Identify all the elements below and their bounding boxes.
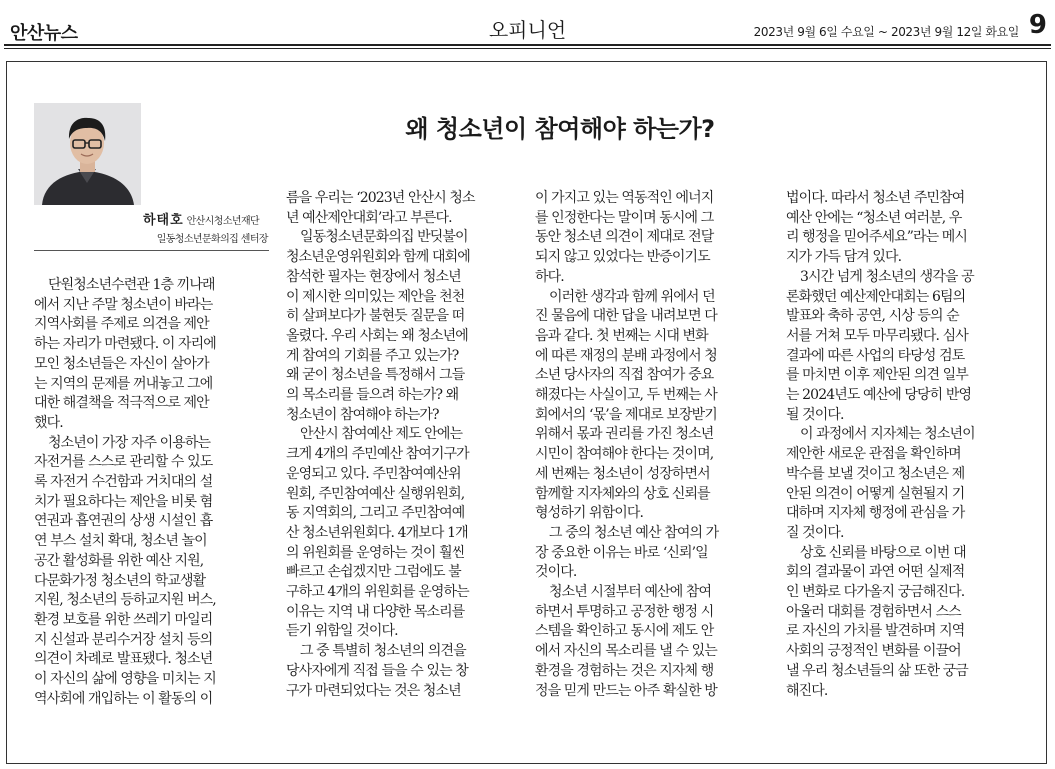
header-rule-thin (4, 48, 1051, 49)
article-line: 동안 청소년 의견이 제대로 전달 (535, 229, 714, 246)
article-line: 의 위원회를 운영하는 것이 훨씬 (286, 544, 465, 561)
article-line: 년 예산제안대회’라고 부른다. (286, 209, 452, 226)
article-line: 에 따른 재정의 분배 과정에서 청 (535, 347, 717, 364)
article-line: 인 변화로 다가올지 궁금해진다. (786, 584, 965, 601)
article-line: 로 자신의 가치를 발견하며 지역 (786, 623, 965, 640)
article-line: 다문화가정 청소년의 학교생활 (34, 572, 206, 589)
article-line: 소년 당사자의 직접 참여가 중요 (535, 367, 714, 384)
author-name: 하태호 (143, 213, 184, 228)
article-line: 빠르고 손쉽겠지만 그럼에도 불 (286, 564, 461, 581)
article-line: 아울러 대회를 경험하면서 스스 (786, 603, 961, 620)
article-line: 를 마치면 이후 제안된 의견 일부 (786, 367, 968, 384)
newspaper-brand[interactable]: 안산뉴스 (10, 23, 78, 44)
article-line: 정을 믿게 만드는 아주 확실한 방 (535, 682, 717, 699)
article-line: 올렸다. 우리 사회는 왜 청소년에 (286, 327, 468, 344)
author-photo (34, 103, 141, 205)
article-line: 위해서 몫과 권리를 가진 청소년 (535, 426, 714, 443)
article-line: 되지 않고 있었다는 반증이기도 (535, 249, 710, 266)
author-position: 일동청소년문화의집 센터장 (156, 234, 268, 245)
page-header (0, 0, 1055, 44)
article-line: 될 것이다. (786, 406, 844, 423)
article-line: 제안한 새로운 관점을 확인하며 (786, 446, 961, 463)
article-line: 이 가지고 있는 역동적인 에너지 (535, 190, 714, 206)
article-column-2 (286, 189, 512, 701)
article-line: 시민이 참여해야 한다는 것이며, (535, 446, 714, 463)
article-line: 안산시 참여예산 제도 안에는 (300, 426, 463, 443)
article-line: 는 2024년도 예산에 당당히 반영 (786, 387, 972, 404)
article-line: 예산 안에는 “청소년 여러분, 우 (786, 209, 962, 226)
article-line: 해진다. (786, 682, 828, 699)
article-line: 환경을 경험하는 것은 지자체 행 (535, 662, 714, 679)
article-line: 모인 청소년들은 자신이 살아가 (34, 355, 209, 372)
article-line: 서를 거쳐 모두 마무리됐다. 심사 (786, 327, 968, 344)
article-line: 법이다. 따라서 청소년 주민참여 (786, 190, 965, 206)
article-line: 낼 우리 청소년들의 삶 또한 궁금 (786, 662, 968, 679)
article-line: 게 참여의 기회를 주고 있는가? (286, 347, 459, 364)
article-line: 역사회에 개입하는 이 활동의 이 (34, 690, 213, 707)
article-line: 질 것이다. (786, 524, 844, 541)
article-line: 상호 신뢰를 바탕으로 이번 대 (800, 544, 966, 561)
article-line: 그 중 특별히 청소년의 의견을 (300, 643, 466, 660)
article-line: 진 물음에 대한 답을 내려보면 다 (535, 308, 717, 325)
article-line: 산 청소년위원회다. 4개보다 1개 (286, 524, 468, 541)
author-byline (143, 211, 268, 248)
byline-divider (34, 250, 269, 251)
issue-dates: 2023년 9월 6일 수요일 ~ 2023년 9월 12일 화요일 (753, 25, 1019, 39)
article-line: 를 인정한다는 말이며 동시에 그 (535, 209, 714, 226)
article-line: 지 신설과 분리수거장 설치 등의 (34, 631, 213, 648)
article-line: 청소년 시절부터 예산에 참여 (549, 584, 712, 601)
article-line: 장 중요한 이유는 바로 ‘신뢰’일 (535, 544, 708, 561)
article-line: 당사자에게 직접 들을 수 있는 창 (286, 662, 468, 679)
article-line: 에서 자신의 목소리를 낼 수 있는 (535, 643, 717, 660)
article-column-3 (535, 189, 761, 701)
article-headline: 왜 청소년이 참여해야 하는가? (405, 115, 715, 143)
article-line: 에서 지난 주말 청소년이 바라는 (34, 296, 213, 313)
article-line: 의견이 차례로 발표됐다. 청소년 (34, 651, 213, 668)
article-line: 음과 같다. 첫 번째는 시대 변화 (535, 327, 708, 344)
author-portrait-image (34, 103, 141, 205)
article-line: 했다. (34, 414, 63, 431)
article-line: 히 살펴보다가 불현듯 질문을 떠 (286, 308, 465, 325)
article-column-4 (786, 189, 1012, 701)
article-line: 대한 해결책을 적극적으로 제안 (34, 395, 209, 412)
article-line: 3시간 넘게 청소년의 생각을 공 (800, 268, 974, 285)
article-line: 세 번째는 청소년이 성장하면서 (535, 465, 710, 482)
article-line: 단원청소년수련관 1층 끼나래 (48, 277, 215, 293)
article-line: 크게 4개의 주민예산 참여기구가 (286, 446, 469, 463)
article-line: 연권과 흡연권의 상생 시설인 흡 (34, 513, 213, 530)
article-line: 해졌다는 사실이고, 두 번째는 사 (535, 387, 717, 404)
article-line: 듣기 위함일 것이다. (286, 623, 398, 640)
article-line: 하면서 투명하고 공정한 행정 시 (535, 603, 714, 620)
page-number: 9 (1028, 10, 1047, 40)
article-line: 청소년이 참여해야 하는가? (286, 406, 439, 423)
author-org: 안산시청소년재단 (186, 216, 260, 227)
article-line: 지원, 청소년의 등하교지원 버스, (34, 592, 216, 609)
article-line: 이 제시한 의미있는 제안을 천천 (286, 288, 465, 305)
article-line: 의 목소리를 들으려 하는가? 왜 (286, 387, 459, 404)
article-line: 환경 보호를 위한 쓰레기 마일리 (34, 611, 213, 628)
article-line: 리 행정을 믿어주세요”라는 메시 (786, 229, 968, 246)
article-line: 그 중의 청소년 예산 참여의 가 (549, 524, 719, 541)
article-line: 회에서의 ‘몫’을 제대로 보장받기 (535, 406, 717, 423)
article-line: 일동청소년문화의집 반딧불이 (300, 229, 468, 246)
article-line: 지가 가득 담겨 있다. (786, 249, 902, 266)
article-line: 구가 마련되었다는 것은 청소년 (286, 682, 461, 699)
article-line: 름을 우리는 ‘2023년 안산시 청소 (286, 190, 475, 206)
article-line: 대하며 지자체 행정에 관심을 가 (786, 505, 965, 522)
article-line: 박수를 보낼 것이고 청소년은 제 (786, 465, 965, 482)
article-line: 결과에 따른 사업의 타당성 검토 (786, 347, 965, 364)
section-title: 오피니언 (488, 18, 567, 42)
article-line: 안된 의견이 어떻게 실현될지 기 (786, 485, 965, 502)
article-line: 는 지역의 문제를 꺼내놓고 그에 (34, 375, 213, 392)
article-line: 이 자신의 삶에 영향을 미치는 지 (34, 671, 216, 688)
header-rule (4, 44, 1051, 46)
article-line: 스템을 확인하고 동시에 제도 안 (535, 623, 714, 640)
article-line: 청소년운영위원회와 함께 대회에 (286, 249, 470, 266)
article-line: 청소년이 가장 자주 이용하는 (48, 434, 211, 451)
article-line: 하다. (535, 268, 564, 285)
article-line: 사회의 긍정적인 변화를 이끌어 (786, 643, 961, 660)
article-line: 지역사회를 주제로 의견을 제안 (34, 316, 209, 333)
article-line: 론화했던 예산제안대회는 6팀의 (786, 288, 966, 305)
article-line: 구하고 4개의 위원회를 운영하는 (286, 584, 469, 601)
article-line: 이러한 생각과 함께 위에서 던 (549, 288, 715, 305)
article-line: 이유는 지역 내 다양한 목소리를 (286, 603, 465, 620)
article-line: 동 지역회의, 그리고 주민참여예 (286, 505, 465, 522)
article-line: 함께할 지자체와의 상호 신뢰를 (535, 485, 710, 502)
article-line: 공간 활성화를 위한 예산 지원, (34, 552, 204, 569)
article-line: 발표와 축하 공연, 시상 등의 순 (786, 308, 959, 325)
article-line: 형성하기 위함이다. (535, 505, 644, 522)
article-line: 록 자전거 수건함과 거치대의 설 (34, 474, 213, 491)
article-line: 참석한 필자는 현장에서 청소년 (286, 268, 461, 285)
article-line: 원회, 주민참여예산 실행위원회, (286, 485, 465, 502)
article-line: 치가 필요하다는 제안을 비롯 혐 (34, 493, 213, 510)
article-line: 자전거를 스스로 관리할 수 있도 (34, 454, 213, 471)
article-line: 회의 결과물이 과연 어떤 실제적 (786, 564, 965, 581)
article-column-1 (34, 276, 260, 709)
article-line: 하는 자리가 마련됐다. 이 자리에 (34, 336, 216, 353)
article-line: 것이다. (535, 564, 577, 581)
article-line: 왜 굳이 청소년을 특정해서 그들 (286, 367, 465, 384)
article-line: 운영되고 있다. 주민참여예산위 (286, 465, 461, 482)
article-line: 이 과정에서 지자체는 청소년이 (800, 426, 975, 443)
article-line: 연 부스 설치 확대, 청소년 놀이 (34, 533, 207, 550)
